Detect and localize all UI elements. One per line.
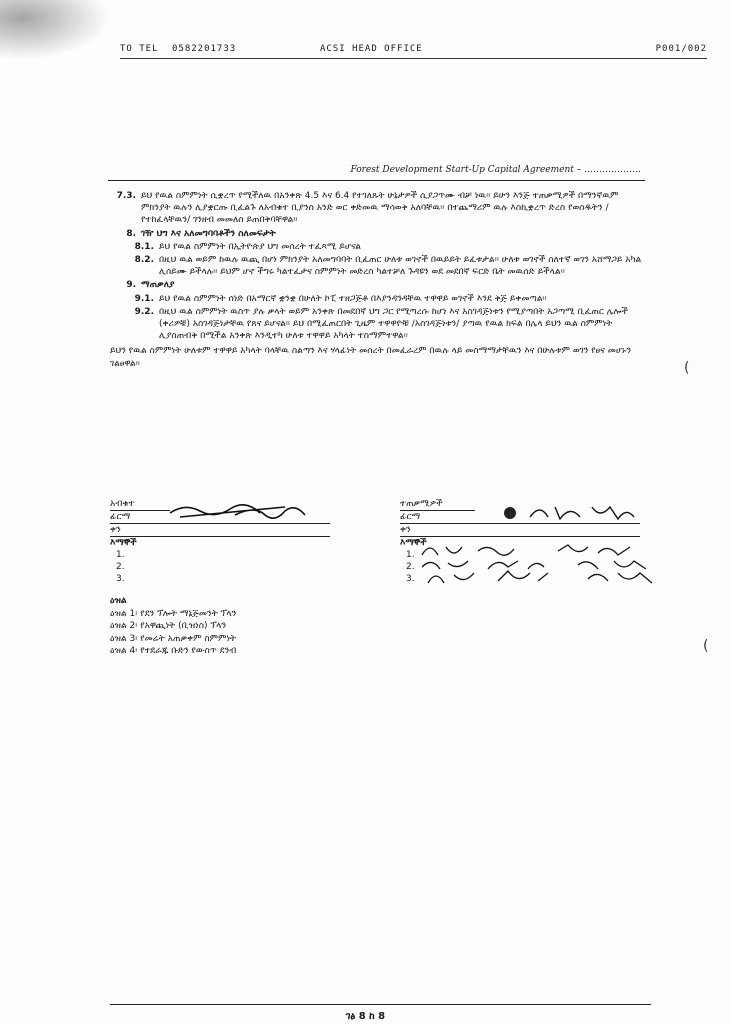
section-number: 9.1. xyxy=(134,293,154,304)
margin-mark-1: ( xyxy=(684,360,690,376)
annex-item-4: ዕዝል 4፡ የተደራጁ ቡድን የውስጥ ደንብ xyxy=(110,646,237,657)
annex-title: ዕዝል xyxy=(110,596,127,606)
right-date-line xyxy=(400,524,640,537)
right-party-title: ተጠቃሚዎች xyxy=(400,498,475,511)
right-sign-line xyxy=(400,511,640,524)
section-5 xyxy=(110,293,645,305)
right-witness-3: 3. xyxy=(400,573,650,585)
fax-header-rule xyxy=(120,58,707,59)
left-sign-label: ፊርማ xyxy=(110,512,131,522)
section-number: 8.1. xyxy=(134,241,154,252)
title-rule xyxy=(108,180,645,181)
fax-scan-smudge xyxy=(0,0,110,60)
annex-item-1: ዕዝል 1፡ የደን ፕሎት ማኔጅመንት ፕላን xyxy=(110,608,237,619)
section-text: በዚህ ዉል ስምምነት ዉስጥ ያሉ ቃላት ወይም አንቀጽ በመደበኛ ህግ ጋር የሚጣረሱ ከሆነ እና አስገዳጅነቱን የሚያጣበት አጋጣሚ ቢፈጠር ሌሎች (ቀሪዎቹ) አስገዳጅነታቸዉ የጸና ይሆናል፡፡ ይህ በሚፈጠርበት ጊዜም ተዋዋዮቹ /አስገዳጅነቱን/ ያጣዉ የዉል ክፍል በሌላ ይህን ዉል ስምምነት ሊያስጠብቅ በሚችል አንቀጽ እንዲተካ ሁለቱ ተዋዋይ አካላት ተስማምተዋል፡፡ xyxy=(159,306,628,342)
annex-list xyxy=(110,595,236,658)
right-party xyxy=(400,498,650,585)
section-text: ይህ የዉል ስምምነት በኢትዮጵያ ህግ መሰረት ተፈጻሚ ይሆናል xyxy=(159,241,361,252)
left-date-label: ቀን xyxy=(110,525,121,535)
left-witness-title: እማኞች xyxy=(110,538,137,548)
section-number: 8. xyxy=(126,228,136,239)
left-sign-line xyxy=(110,511,330,524)
section-2 xyxy=(110,241,645,253)
agreement-body xyxy=(110,190,645,370)
right-witness-3-handwriting xyxy=(418,567,668,589)
left-witness-2: 2. xyxy=(116,562,125,572)
document-title: Forest Development Start-Up Capital Agreement – ………………. xyxy=(350,165,641,175)
right-date-label: ቀን xyxy=(400,525,411,535)
section-number: 7.3. xyxy=(116,191,136,201)
left-witness-3: 3. xyxy=(116,574,125,584)
section-text: ይህ የዉል ስምምነት ሰነድ በአማርኛ ቋንቋ በሁለት ኮፒ ተዘጋጅቶ በእያንዳንዳቸዉ ተዋዋይ ወገኖች እንደ ቅጅ ይቀመጣል፡፡ xyxy=(159,293,547,304)
section-0 xyxy=(110,190,645,227)
footer-rule xyxy=(110,1004,651,1005)
left-party-title: አብቁተ xyxy=(110,498,170,511)
left-date-line xyxy=(110,524,330,537)
section-3 xyxy=(110,254,645,278)
closing-paragraph: ይህን የዉል ስምምነት ሁለቱም ተዋዋይ አካላት ባላቸዉ ስልጣን እና ሃላፊነት መሰረት በመፈራረም በዉሉ ላይ መስማማታቸዉን እና በሁሉቱም ወገን የፀና መሆኑን ገልፀዋል፡፡ xyxy=(110,346,632,369)
fax-page-counter: P001/002 xyxy=(655,44,707,54)
page-number: ገፅ 8 ከ 8 xyxy=(345,1011,386,1022)
section-number: 9. xyxy=(126,280,136,291)
fax-to-tel: TO TEL xyxy=(120,44,159,54)
section-1 xyxy=(110,228,645,240)
left-party xyxy=(110,498,360,585)
section-number: 8.2. xyxy=(134,255,154,266)
right-sign-label: ፊርማ xyxy=(400,512,421,522)
section-text: በዚህ ዉል ወይም ከዉሉ ዉጪ በሆነ ምክንያት አለመግባባት ቢፈጠር ሁለቱ ወገኖች በዉይይት ይፈቱታል፡፡ ሁለቱ ወገኖች ሰለተኛ ወገን አሸማጋይ አካል ሊሰይሙ ይችላሉ፡፡ ይህም ሆኖ ችግሩ ካልተፈታና ስምምነት መድረስ ካልተቻለ ጉዳዩን ወደ መደበኛ ፍርድ ቤት መዉሰድ ይችላል፡፡ xyxy=(159,255,642,278)
right-witness-2: 2. xyxy=(400,561,650,573)
annex-item-2: ዕዝል 2፡ የአዋጪነት (ቢዝነስ) ፕላን xyxy=(110,621,227,632)
left-witness-1: 1. xyxy=(116,550,125,560)
section-text: ገዥ ህግ እና አለመግባባቶችን ስለመፍታት xyxy=(141,228,276,239)
section-4 xyxy=(110,279,645,291)
section-text: ይህ የዉል ስምምነት ሲቋረጥ የሚችለዉ በአንቀጽ 4.5 እና 6.4 የተገለጹት ሁኔታዎች ሲያጋጥሙ ብቻ ነዉ፡፡ ይሁን እንጅ ተጠቃሚዎች በማንኛዉም ምክንያት ዉሉን ሊያቋርጡ ቢፈልጉ ለአብቁተ ቢያንስ አንድ ወር ቀድመዉ ማሳወቅ አለባቸዉ፡፡ በተጨማሪም ዉሉ እስኪቋረጥ ድረስ የወሰዱትን /የተከፈላቸዉን/ ገንዘብ መመለስ ይጠበቅባቸዋል፡፡ xyxy=(141,191,619,226)
fax-phone: 0582201733 xyxy=(172,44,237,54)
section-text: ማጠቃለያ xyxy=(141,280,175,291)
right-witness-title: እማኞች xyxy=(400,538,427,548)
annex-item-3: ዕዝል 3፡ የመሬት አጠቃቀም ስምምነት xyxy=(110,633,237,644)
section-6 xyxy=(110,306,645,343)
fax-office: ACSI HEAD OFFICE xyxy=(320,44,423,54)
right-signature-scribble xyxy=(500,501,640,525)
margin-mark-2: ( xyxy=(703,638,709,654)
right-witness-1: 1. xyxy=(400,549,650,561)
section-number: 9.2. xyxy=(134,306,154,317)
fax-header xyxy=(120,44,707,58)
